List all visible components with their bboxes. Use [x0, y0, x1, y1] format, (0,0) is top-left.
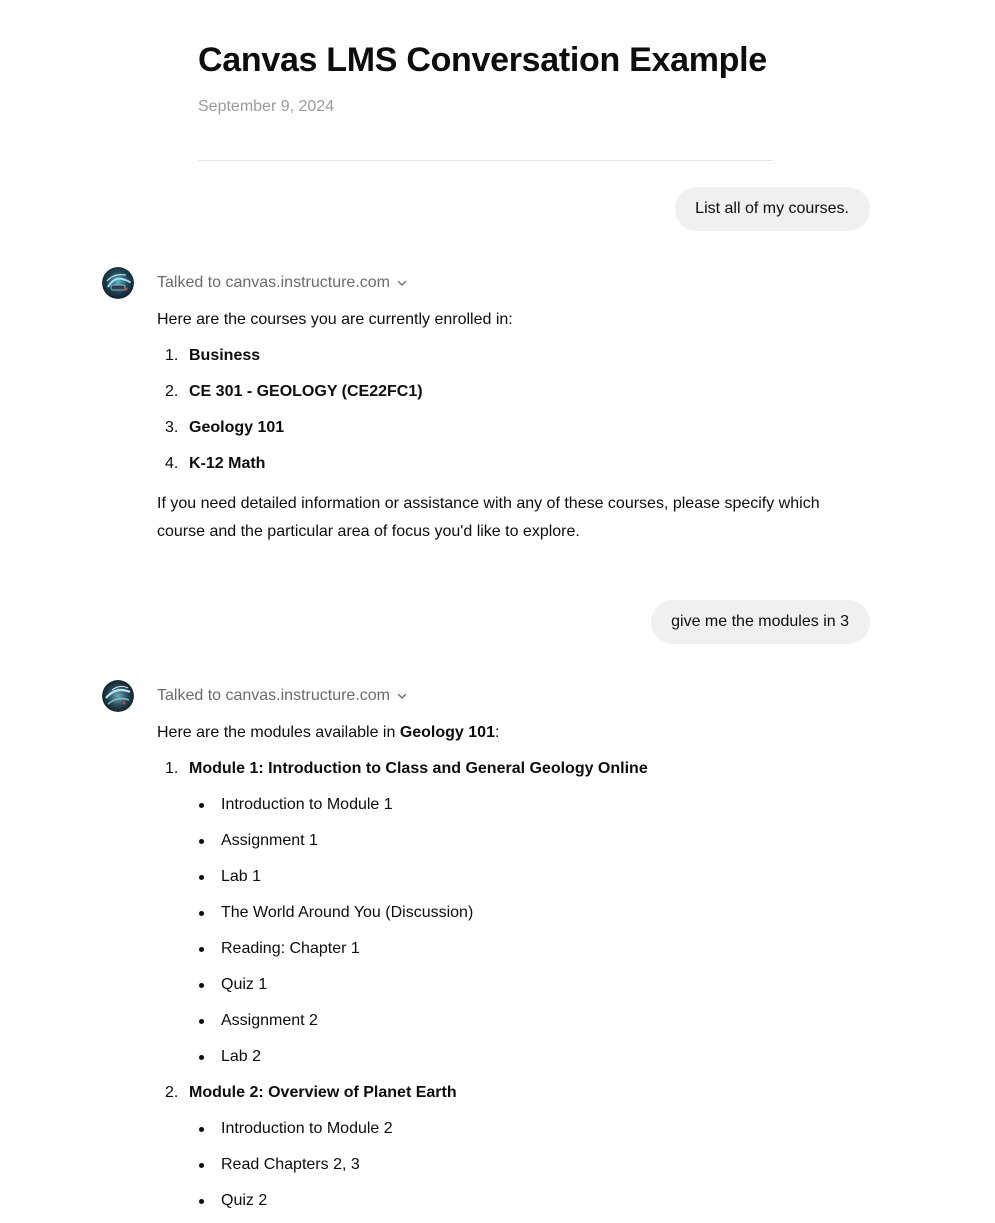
- course-list-item: [157, 414, 842, 442]
- user-message-bubble: give me the modules in 3: [651, 600, 870, 644]
- assistant-message-body: [157, 680, 842, 1215]
- module-item: [189, 1151, 842, 1179]
- module-item: [189, 1007, 842, 1035]
- list-number: 2.: [165, 1084, 179, 1101]
- module-item-label: Reading: Chapter 1: [221, 940, 360, 957]
- header-divider: [198, 160, 773, 161]
- chevron-down-icon: [396, 277, 408, 289]
- module-item: [189, 791, 842, 819]
- module-list-item: [157, 1079, 842, 1215]
- module-item-label: The World Around You (Discussion): [221, 904, 474, 921]
- course-name-bold: Geology 101: [399, 724, 495, 741]
- module-item-label: Lab 1: [221, 868, 262, 885]
- course-name: Business: [189, 347, 261, 364]
- assistant-intro-text: Here are the courses you are currently enrolled in:: [157, 311, 513, 328]
- module-item: [189, 971, 842, 999]
- module-item: [189, 1187, 842, 1215]
- course-list-item: [157, 450, 842, 478]
- module-item-label: Introduction to Module 2: [221, 1120, 393, 1137]
- bullet-icon: [199, 1127, 204, 1132]
- list-number: 4.: [165, 455, 179, 472]
- page-header: [198, 38, 773, 117]
- module-item: [189, 1115, 842, 1143]
- list-number: 1.: [165, 760, 179, 777]
- conversation-date: September 9, 2024: [198, 98, 335, 115]
- list-number: 1.: [165, 347, 179, 364]
- bullet-icon: [199, 1163, 204, 1168]
- module-item-label: Quiz 2: [221, 1192, 268, 1209]
- intro-prefix: Here are the modules available in: [157, 724, 400, 741]
- course-list-item: [157, 378, 842, 406]
- course-list-item: [157, 342, 842, 370]
- bullet-icon: [199, 983, 204, 988]
- chevron-down-icon: [396, 690, 408, 702]
- module-item: [189, 899, 842, 927]
- bullet-icon: [199, 911, 204, 916]
- course-name: K-12 Math: [189, 455, 266, 472]
- bullet-icon: [199, 803, 204, 808]
- intro-suffix: :: [494, 724, 500, 741]
- assistant-message-body: [157, 267, 842, 546]
- tool-call-toggle[interactable]: [157, 680, 408, 712]
- bullet-icon: [199, 839, 204, 844]
- module-item-label: Assignment 2: [221, 1012, 318, 1029]
- module-item-label: Read Chapters 2, 3: [221, 1156, 360, 1173]
- list-number: 2.: [165, 383, 179, 400]
- course-name: Geology 101: [189, 419, 285, 436]
- tool-call-label: Talked to canvas.instructure.com: [157, 687, 390, 704]
- bullet-icon: [199, 1199, 204, 1204]
- tool-call-toggle[interactable]: [157, 267, 408, 299]
- module-item: [189, 827, 842, 855]
- module-list: [157, 755, 842, 1215]
- assistant-intro-text: [157, 719, 842, 747]
- bullet-icon: [199, 1019, 204, 1024]
- module-item-label: Introduction to Module 1: [221, 796, 393, 813]
- assistant-outro-text: If you need detailed information or assistance with any of these courses, please specify which course and the particular area of focus you'd like to explore.: [157, 495, 820, 540]
- user-message-bubble: List all of my courses.: [675, 187, 870, 231]
- module-item: [189, 1043, 842, 1071]
- module-items: [189, 1115, 842, 1215]
- module-title: Module 1: Introduction to Class and General Geology Online: [189, 760, 648, 777]
- page-title: Canvas LMS Conversation Example: [198, 41, 767, 79]
- bullet-icon: [199, 875, 204, 880]
- assistant-message: [102, 267, 842, 546]
- module-item: [189, 935, 842, 963]
- bullet-icon: [199, 1055, 204, 1060]
- list-number: 3.: [165, 419, 179, 436]
- module-item-label: Quiz 1: [221, 976, 268, 993]
- course-list: [157, 342, 842, 478]
- assistant-avatar-icon: [102, 267, 134, 299]
- assistant-avatar-icon: [102, 680, 134, 712]
- tool-call-label: Talked to canvas.instructure.com: [157, 274, 390, 291]
- module-item-label: Assignment 1: [221, 832, 318, 849]
- assistant-message: [102, 680, 842, 1223]
- bullet-icon: [199, 947, 204, 952]
- module-title: Module 2: Overview of Planet Earth: [189, 1084, 457, 1101]
- module-items: [189, 791, 842, 1071]
- module-item: [189, 863, 842, 891]
- course-name: CE 301 - GEOLOGY (CE22FC1): [189, 383, 423, 400]
- module-item-label: Lab 2: [221, 1048, 262, 1065]
- module-list-item: [157, 755, 842, 1071]
